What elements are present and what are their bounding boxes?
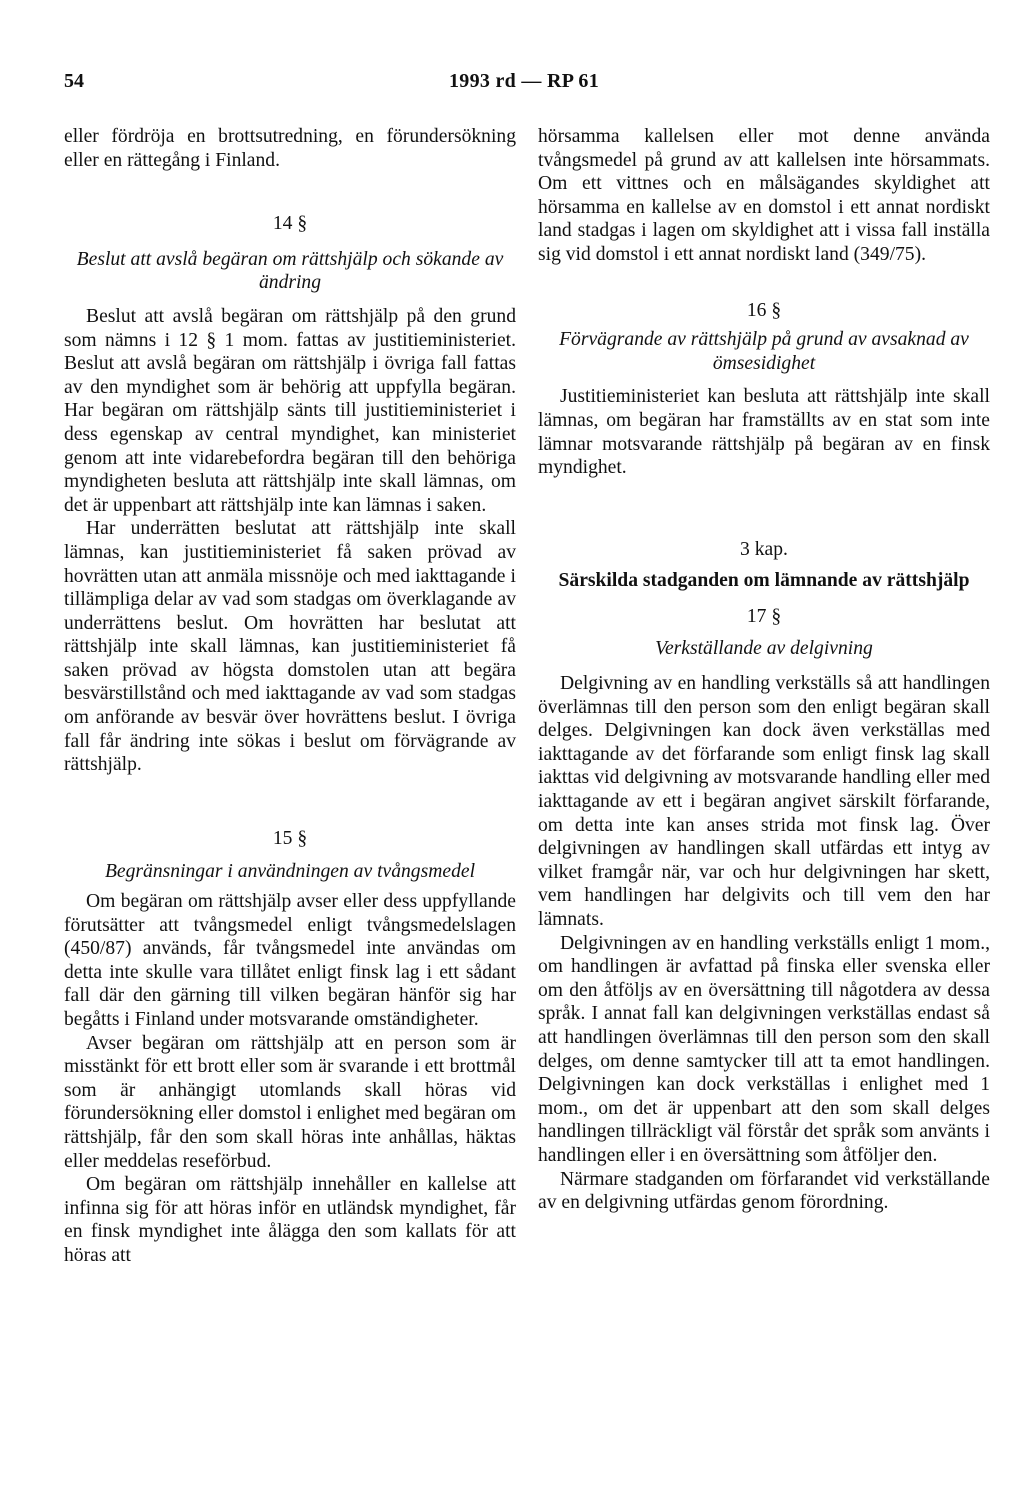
section-number-16: 16 §	[746, 299, 782, 321]
right-column	[538, 125, 990, 1215]
section-title-14: Beslut att avslå begäran om rättshjälp och sökande av ändring	[76, 248, 504, 294]
paragraph: eller fördröja en brottsutredning, en förundersökning eller en rättegång i Finland.	[64, 126, 516, 171]
paragraph: Delgivning av en handling verkställs så att handlingen överlämnas till den person som den enligt begäran skall delges. Delgivningen kan dock även verkställas med iakttagande av det förfarande som enligt finsk lag skall iakttas vid delgivning av motsvarande handling eller med iakttagande av ett i begäran angivet särskilt förfarande, om detta inte kan anses strida mot finsk lag. Över delgivningen av handlingen skall utfärdas ett intyg av vilket framgår när, var och hur delgivningen har skett, vem handlingen har delgivits och till vem den har lämnats.	[538, 673, 990, 931]
section-number-14: 14 §	[272, 213, 308, 235]
section-title-17: Verkställande av delgivning	[655, 637, 873, 659]
section-number-15: 15 §	[272, 827, 308, 849]
chapter-number: 3 kap.	[740, 538, 788, 560]
paragraph: Om begäran om rättshjälp avser eller dess uppfyllande förutsätter att tvångsmedel enligt tvångsmedelslagen (450/87) används, får tvångsmedel inte användas om detta inte skulle vara tillåtet enligt finsk lag i ett sådant fall där den gärning till vilken begäran hänför sig har begåtts i Finland under motsvarande omständigheter.	[64, 891, 516, 1030]
page-header	[64, 70, 984, 100]
paragraph: Har underrätten beslutat att rättshjälp inte skall lämnas, kan justitieministeriet få saken prövad av hovrätten utan att anmäla missnöje och med iakttagande i tillämpliga delar av vad som stadgas om överklagande av underrättens beslut. Om hovrätten har beslutat att rättshjälp inte skall lämnas, kan justitieministeriet få saken prövad av högsta domstolen utan att begära besvärstillstånd och med iakttagande av vad som stadgas om anförande av besvär över hovrättens beslut. I övriga fall får ändring inte sökas i beslut om förvägrande av rättshjälp.	[64, 518, 516, 776]
paragraph: Beslut att avslå begäran om rättshjälp på den grund som nämns i 12 § 1 mom. fattas av justitieministeriet. Beslut att avslå begäran om rättshjälp i övriga fall fattas av den myndighet som är behörig att uppfylla begäran. Har begäran om rättshjälp sänts till justitieministeriet i dess egenskap av central myndighet, kan ministeriet genom att inte vidarebefordra begäran till den behöriga myndigheten besluta att rättshjälp inte skall lämnas, om det är uppenbart att rättshjälp inte kan lämnas i saken.	[64, 305, 516, 516]
page-number: 54	[64, 70, 84, 92]
paragraph: Avser begäran om rättshjälp att en person som är misstänkt för ett brott eller som är svarande i ett brottmål som är anhängigt utomlands skall höras vid förundersökning eller domstol i enlighet med begäran om rättshjälp, får den som skall höras inte anhållas, häktas eller meddelas reseförbud.	[64, 1032, 516, 1172]
section-number-17: 17 §	[746, 605, 782, 627]
paragraph: Delgivningen av en handling verkställs enligt 1 mom., om handlingen är avfattad på finska eller svenska eller om den åtföljs av en översättning till någotdera av dessa språk. I annat fall kan delgivningen verkställas endast så att handlingen överlämnas till den person som den skall delges, om denne samtycker till att ta emot handlingen. Delgivningen kan dock verkställas i enlighet med 1 mom., om det är uppenbart att den som skall delges handlingen tillräckligt väl förstår det språk som använts i handlingen eller i en översättning som åtföljer den.	[538, 932, 990, 1166]
running-title: 1993 rd — RP 61	[448, 70, 600, 92]
section-title-15: Begränsningar i användningen av tvångsmedel	[104, 861, 476, 883]
paragraph: Om begäran om rättshjälp innehåller en kallelse att infinna sig för att höras inför en utländsk myndighet, får en finsk myndighet inte ålägga den som kallats för att höras att	[64, 1174, 516, 1266]
section-title-16: Förvägrande av rättshjälp på grund av avsaknad av ömsesidighet	[559, 329, 969, 374]
paragraph: hörsamma kallelsen eller mot denne använda tvångsmedel på grund av att kallelsen inte hörsammats. Om ett vittnes och en målsägandes skyldighet att hörsamma en kallelse av en domstol i ett annat nordiskt land stadgas i lagen om skyldighet att i vissa fall inställa sig vid domstol i ett annat nordiskt land (349/75).	[538, 126, 990, 265]
left-column	[64, 125, 516, 1268]
paragraph: Justitieministeriet kan besluta att rättshjälp inte skall lämnas, om begäran har framställts av en stat som inte lämnar motsvarande rättshjälp på begäran av en finsk myndighet.	[538, 386, 990, 479]
chapter-title: Särskilda stadganden om lämnande av rättshjälp	[558, 570, 970, 592]
paragraph: Närmare stadganden om förfarandet vid verkställande av en delgivning utfärdas genom förordning.	[538, 1168, 990, 1214]
